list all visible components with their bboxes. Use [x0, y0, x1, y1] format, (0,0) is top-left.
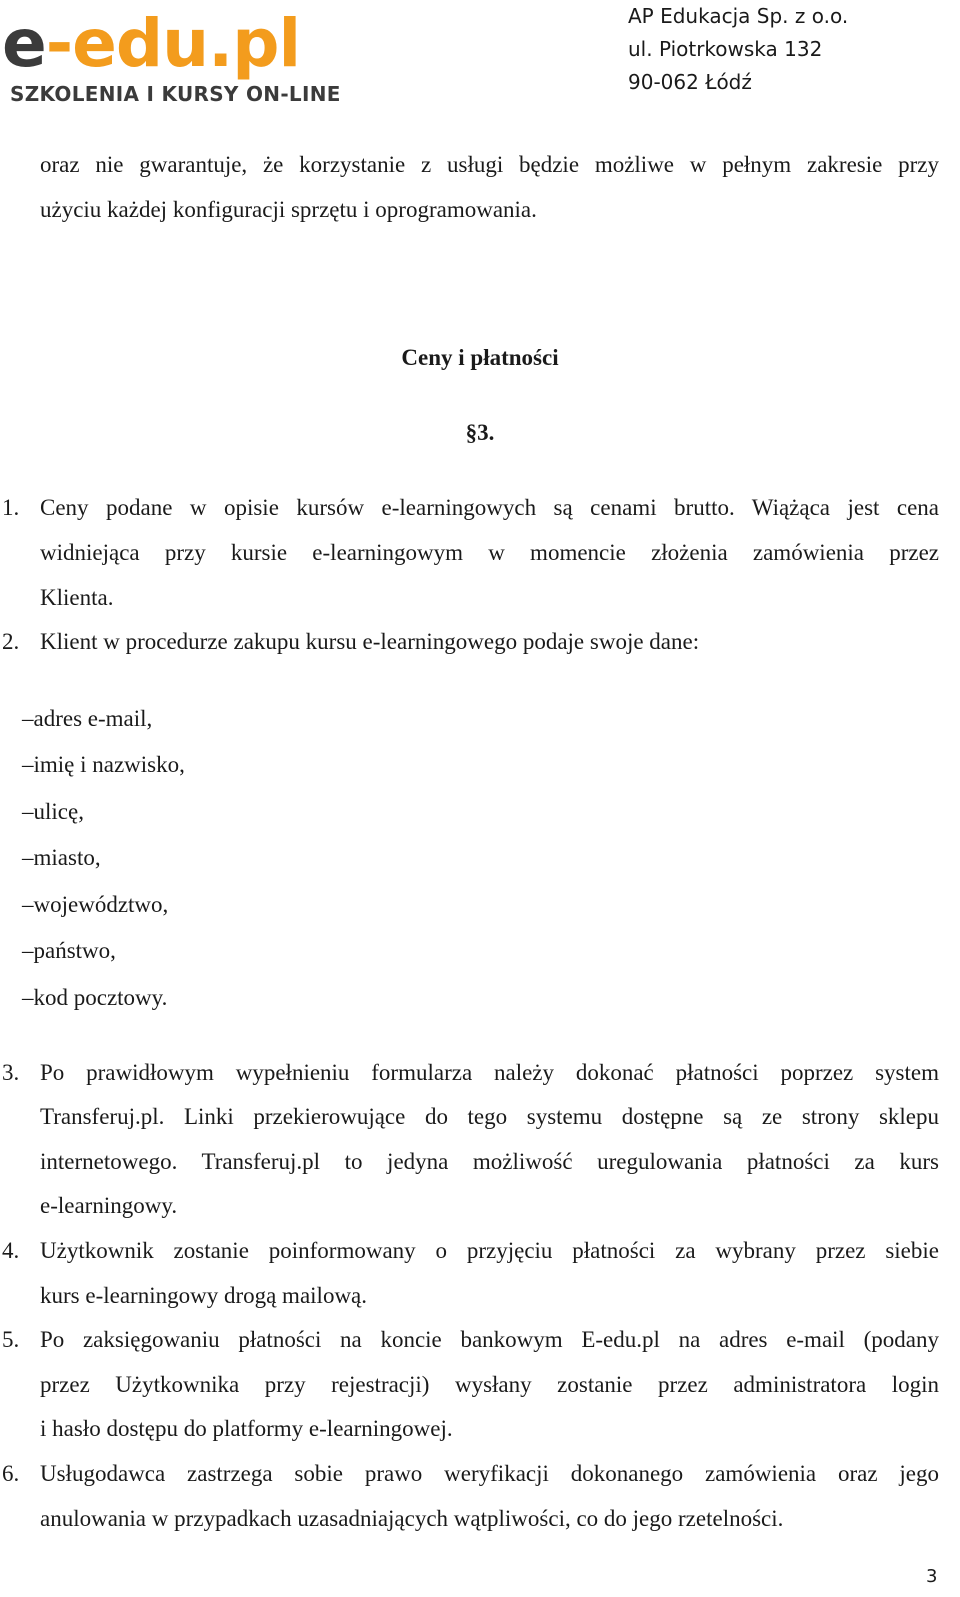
- data-list-item: –państwo,: [22, 938, 116, 963]
- item-line: internetowego. Transferuj.pl to jedyna możliwość uregulowania płatności za kurs: [40, 1149, 939, 1174]
- item-line: widniejąca przy kursie e-learningowym w momencie złożenia zamówienia przez: [40, 540, 939, 565]
- item-line: anulowania w przypadkach uzasadniających wątpliwości, co do jego rzetelności.: [40, 1506, 784, 1531]
- company-address: [628, 0, 848, 99]
- item-line: przez Użytkownika przy rejestracji) wysłany zostanie przez administratora login: [40, 1372, 939, 1397]
- address-line-city: 90-062 Łódź: [628, 70, 752, 94]
- data-list-item: –adres e-mail,: [22, 706, 153, 731]
- intro-line: oraz nie gwarantuje, że korzystanie z usługi będzie możliwe w pełnym zakresie przy: [40, 152, 939, 177]
- item-line: kurs e-learningowy drogą mailową.: [40, 1283, 368, 1308]
- item-line: Użytkownik zostanie poinformowany o przyjęciu płatności za wybrany przez siebie: [40, 1238, 939, 1263]
- address-line-company: AP Edukacja Sp. z o.o.: [628, 4, 849, 28]
- page-number: 3: [926, 1566, 938, 1587]
- logo-tagline: SZKOLENIA I KURSY ON-LINE: [10, 82, 341, 106]
- item-line: Transferuj.pl. Linki przekierowujące do tego systemu dostępne są ze strony sklepu: [40, 1104, 939, 1129]
- item-number: 2.: [2, 629, 20, 654]
- data-list-item: –miasto,: [22, 845, 101, 870]
- item-number: 1.: [2, 495, 20, 520]
- intro-line: użyciu każdej konfiguracji sprzętu i oprogramowania.: [40, 197, 537, 222]
- data-list-item: –imię i nazwisko,: [22, 752, 185, 777]
- item-line: Usługodawca zastrzega sobie prawo weryfikacji dokonanego zamówienia oraz jego: [40, 1461, 939, 1486]
- item-line: Ceny podane w opisie kursów e-learningowych są cenami brutto. Wiążąca jest cena: [40, 495, 939, 520]
- address-line-street: ul. Piotrkowska 132: [628, 37, 823, 61]
- data-list-item: –kod pocztowy.: [22, 985, 168, 1010]
- data-list-item: –województwo,: [22, 892, 169, 917]
- item-line: Po prawidłowym wypełnieniu formularza należy dokonać płatności poprzez system: [40, 1060, 939, 1085]
- item-line: Klient w procedurze zakupu kursu e-learningowego podaje swoje dane:: [40, 629, 700, 654]
- item-line: Klienta.: [40, 585, 114, 610]
- section-paragraph-number: §3.: [465, 420, 495, 445]
- data-list-item: –ulicę,: [22, 799, 84, 824]
- logo-wordmark: e-edu.pl: [2, 5, 301, 82]
- item-number: 3.: [2, 1060, 20, 1085]
- item-number: 5.: [2, 1327, 20, 1352]
- item-line: Po zaksięgowaniu płatności na koncie bankowym E-edu.pl na adres e-mail (podany: [40, 1327, 939, 1352]
- item-line: i hasło dostępu do platformy e-learningowej.: [40, 1416, 453, 1441]
- company-logo: [0, 0, 341, 110]
- item-number: 4.: [2, 1238, 20, 1263]
- item-number: 6.: [2, 1461, 20, 1486]
- item-line: e-learningowy.: [40, 1193, 178, 1218]
- section-title: Ceny i płatności: [401, 345, 559, 370]
